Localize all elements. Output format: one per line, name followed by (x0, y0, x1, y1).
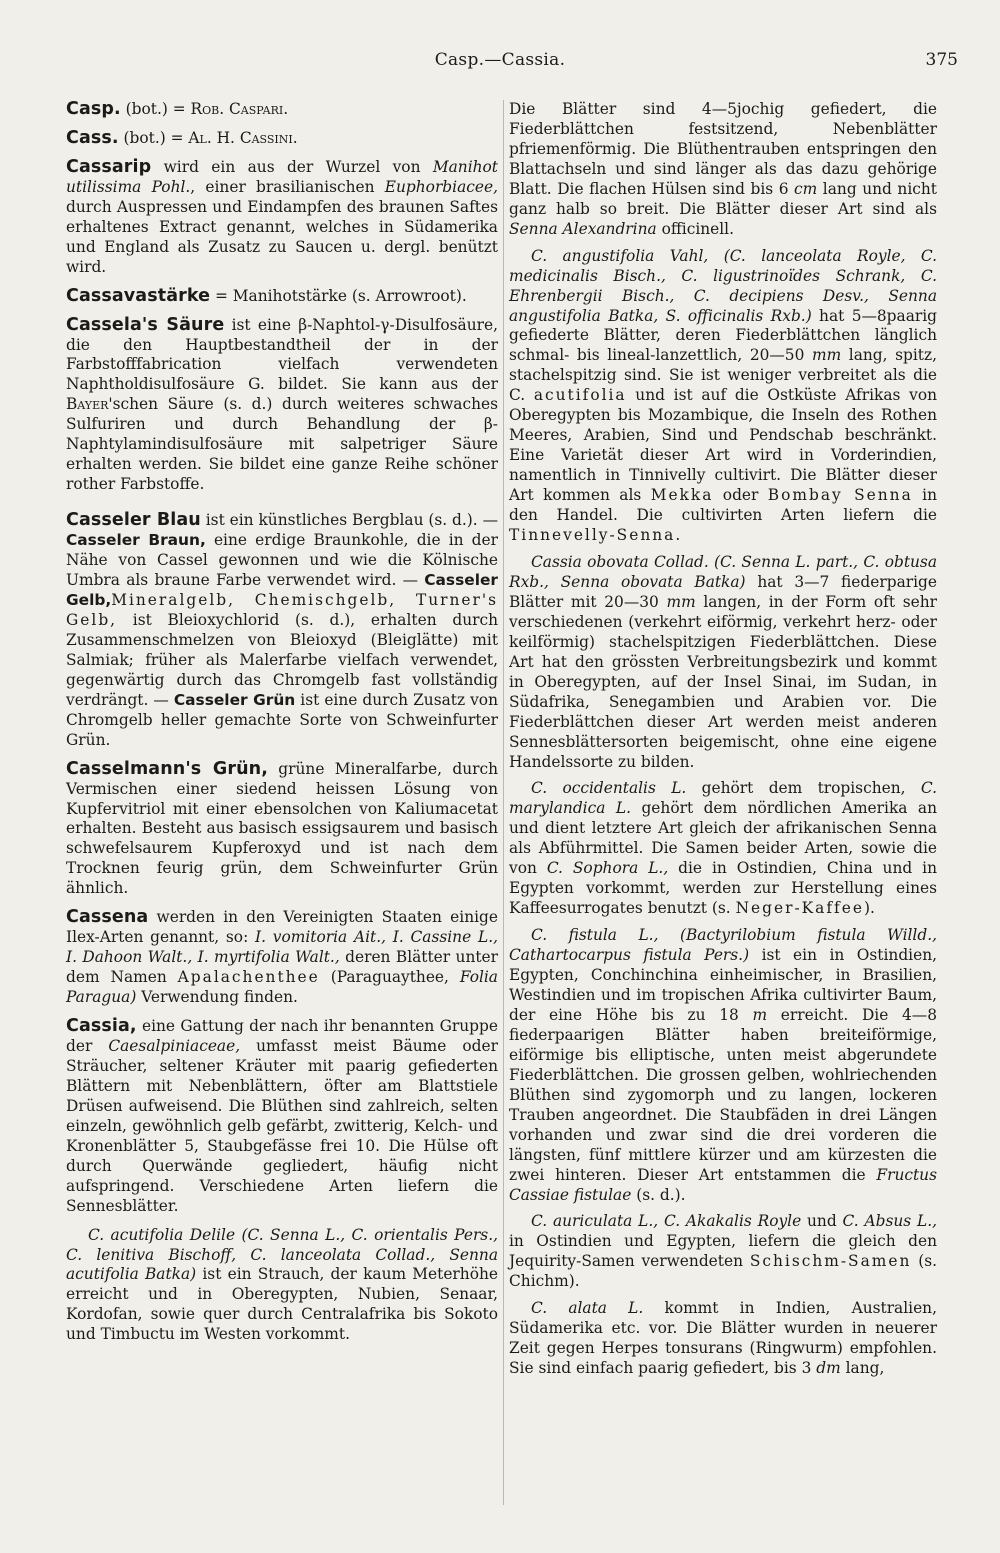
lemma: Cassela's Säure (66, 314, 225, 335)
lemma: Cassia, (66, 1016, 137, 1037)
entry-cassia: Cassia, eine Gattung der nach ihr benannten Gruppe der Caesalpiniaceae, umfasst meist Bäume oder Sträucher, seltener Kräuter mit paarig gefiederten Blättern mit Nebenblättern, öfter am Blattstiele Drüsen aufweisend. Die Blüthen sind zahlreich, selten einzeln, gewöhnlich gelb gefärbt, zwitterig, Kelch- und Kronenblätter 5, Staubgefässe frei 10. Die Hülse oft durch Querwände gegliedert, häufig nicht aufspringend. Verschiedene Arten liefern die Sennesblätter. (66, 1016, 498, 1215)
left-column (66, 100, 498, 1345)
lemma: Casselmann's Grün, (66, 758, 268, 779)
lemma: Cassavastärke (66, 285, 211, 306)
lemma: Casseler Blau (66, 510, 201, 531)
entry-cassia-acutifolia: C. acutifolia Delile (C. Senna L., C. orientalis Pers., C. lenitiva Bischoff, C. lanceolata Collad., Senna acutifolia Batka) ist ein Strauch, der kaum Meterhöhe erreicht und in Oberegypten, Nubien, Senaar, Kordofan, sowie quer durch Centralafrika bis Sokoto und Timbuctu im Westen vorkommt. (66, 1225, 498, 1344)
entry-cassia-auriculata: C. auriculata L., C. Akakalis Royle und C. Absus L., in Ostindien und Egypten, liefern die gleich den Jequirity-Samen verwendeten Schischm-Samen (s. Chichm). (509, 1212, 938, 1291)
paragraph-acutifolia-continued: Die Blätter sind 4—5jochig gefiedert, die Fiederblättchen festsitzend, Nebenblätter pfriemenförmig. Die Blüthentrauben entspringen den Blattachseln und sind länger als das dazu gehörige Blatt. Die flachen Hülsen sind bis 6 cm lang und nicht ganz halb so breit. Die Blätter dieser Art sind als Senna Alexandrina officinell. (509, 100, 937, 238)
entry-casp: Casp. (bot.) = Rob. Caspari. (66, 99, 289, 119)
sub-lemma: Casseler Grün (173, 690, 296, 709)
entry-cassia-obovata: Cassia obovata Collad. (C. Senna L. part., C. obtusa Rxb., Senna obovata Batka) hat 3—7 fiederparige Blätter mit 20—30 mm langen, in der Form oft sehr verschiedenen (verkehrt eiförmig, verkehrt herz- oder keilförmig) stachelspitzigen Fiederblättchen. Diese Art hat den grössten Verbreitungsbezirk und kommt in Oberegypten, auf der Insel Sinai, im Sudan, in Südafrika, Senegambien und Arabien vor. Die Fiederblättchen dieser Art werden meist anderen Sennesblättersorten beigemischt, ohne eine eigene Handelssorte zu bilden. (509, 552, 937, 771)
author-name: Rob. Caspari. (190, 100, 289, 118)
lemma: Cass. (66, 127, 119, 148)
lemma: Casp. (66, 99, 121, 119)
entry-cassavastaerke: Cassavastärke = Manihotstärke (s. Arrowroot). (66, 285, 467, 306)
column-divider (503, 100, 504, 1505)
entry-casseler: Casseler Blau ist ein künstliches Bergblau (s. d.). — Casseler Braun, eine erdige Braunkohle, die in der Nähe von Cassel gewonnen und wie die Kölnische Umbra als braune Farbe verwendet wird. — Casseler Gelb,Mineralgelb, Chemischgelb, Turner's Gelb, ist Bleioxychlorid (s. d.), erhalten durch Zusammenschmelzen von Bleioxyd (Bleiglätte) mit Salmiak; früher als Malerfarbe vielfach verwendet, gegenwärtig durch das Chromgelb fast vollständig verdrängt. — Casseler Grün ist eine durch Zusatz von Chromgelb heller gemachte Sorte von Schweinfurter Grün. (66, 510, 498, 749)
sub-lemma: Casseler Braun, (66, 531, 206, 550)
entry-cassarip: Cassarip wird ein aus der Wurzel von Manihot utilissima Pohl., einer brasilianischen Euphorbiacee, durch Auspressen und Eindampfen des braunen Saftes erhaltenes Extract genannt, welches in Südamerika und England als Zusatz zu Saucen u. dergl. benützt wird. (66, 156, 498, 276)
entry-cassia-fistula: C. fistula L., (Bactyrilobium fistula Willd., Cathartocarpus fistula Pers.) ist ein in Ostindien, Egypten, Conchinchina einheimischer, in Brasilien, Westindien und im tropischen Afrika cultivirter Baum, der eine Höhe bis zu 18 m erreicht. Die 4—8 fiederpaarigen Blätter haben breiteiförmige, eiförmige bis elliptische, unten meist abgerundete Fiederblättchen. Die grossen gelben, wohlriechenden Blüthen sind zygomorph und zu langen, lockeren Trauben angeordnet. Die Staubfäden in drei Längen vorhanden und zwar sind die drei vorderen die längsten, fünf mittlere kürzer und am kürzesten die zwei hinteren. Dieser Art entstammen die Fructus Cassiae fistulae (s. d.). (509, 926, 938, 1204)
entry-cassena: Cassena werden in den Vereinigten Staaten einige Ilex-Arten genannt, so: I. vomitoria Ait., I. Cassine L., I. Dahoon Walt., I. myrtifolia Walt., deren Blätter unter dem Namen Apalachenthee (Paraguaythee, Folia Paragua) Verwendung finden. (66, 907, 499, 1007)
author-name: Bayer (66, 395, 109, 414)
entry-cassia-alata: C. alata L. kommt in Indien, Australien, Südamerika etc. vor. Die Blätter wurden in neuerer Zeit gegen Herpes tonsurans (Ringwurm) empfohlen. Sie sind einfach paarig gefiedert, bis 3 dm lang, (509, 1299, 937, 1378)
running-header (0, 50, 1000, 80)
sub-lemma: Casseler Gelb, (66, 571, 498, 609)
right-column (509, 100, 937, 1379)
entry-casselmanns-gruen: Casselmann's Grün, grüne Mineralfarbe, durch Vermischen einer siedend heissen Lösung von Kupfervitriol mit einer ebensolchen von Kaliumacetat erhalten. Besteht aus basisch essigsaurem und basisch schwefelsaurem Kupferoxyd und ist nach dem Trocknen feurig grün, dem Schweinfurter Grün ähnlich. (66, 758, 498, 898)
entry-cassia-occidentalis: C. occidentalis L. gehört dem tropischen, C. marylandica L. gehört dem nördlichen Amerika an und dient letztere Art gleich der afrikanischen Senna als Abführmittel. Die Samen beider Arten, sowie die von C. Sophora L., die in Ostindien, China und in Egypten vorkommt, werden zur Herstellung eines Kaffeesurrogates benutzt (s. Neger-Kaffee). (509, 779, 938, 918)
page-number: 375 (925, 50, 958, 70)
lemma: Cassarip (66, 156, 152, 177)
entry-cass: Cass. (bot.) = Al. H. Cassini. (66, 127, 298, 148)
author-name: Al. H. Cassini. (188, 128, 298, 147)
entry-casselas-saeure: Cassela's Säure ist eine β-Naphtol-γ-Disulfosäure, die den Hauptbestandtheil der in der Farbstofffabrication vielfach verwendeten Naphtholdisulfosäure G. bildet. Sie kann aus der Bayer'schen Säure (s. d.) durch weiteres schwaches Sulfuriren und durch Behandlung der β-Naphtylamindisulfosäure mit salpetriger Säure erhalten werden. Sie bildet eine ganze Reihe schöner rother Farbstoffe. (66, 314, 498, 494)
entry-cassia-angustifolia: C. angustifolia Vahl, (C. lanceolata Royle, C. medicinalis Bisch., C. ligustrinoïdes Schrank, C. Ehrenbergii Bisch., C. decipiens Desv., Senna angustifolia Batka, S. officinalis Rxb.) hat 5—8paarig gefiederte Blätter, deren Fiederblättchen länglich schmal- bis lineal-lanzettlich, 20—50 mm lang, spitz, stachelspitzig sind. Sie ist weniger verbreitet als die C. acutifolia und ist auf die Ostküste Afrikas von Oberegypten bis Mozambique, die Inseln des Rothen Meeres, Arabien, Sind und Pendschab beschränkt. Eine Varietät dieser Art wird in Vorderindien, namentlich in Tinnivelly cultivirt. Die Blätter dieser Art kommen als Mekka oder Bombay Senna in den Handel. Die cultivirten Arten liefern die Tinnevelly-Senna. (509, 246, 937, 545)
lemma: Cassena (66, 907, 149, 928)
running-title: Casp.—Cassia. (434, 50, 566, 70)
